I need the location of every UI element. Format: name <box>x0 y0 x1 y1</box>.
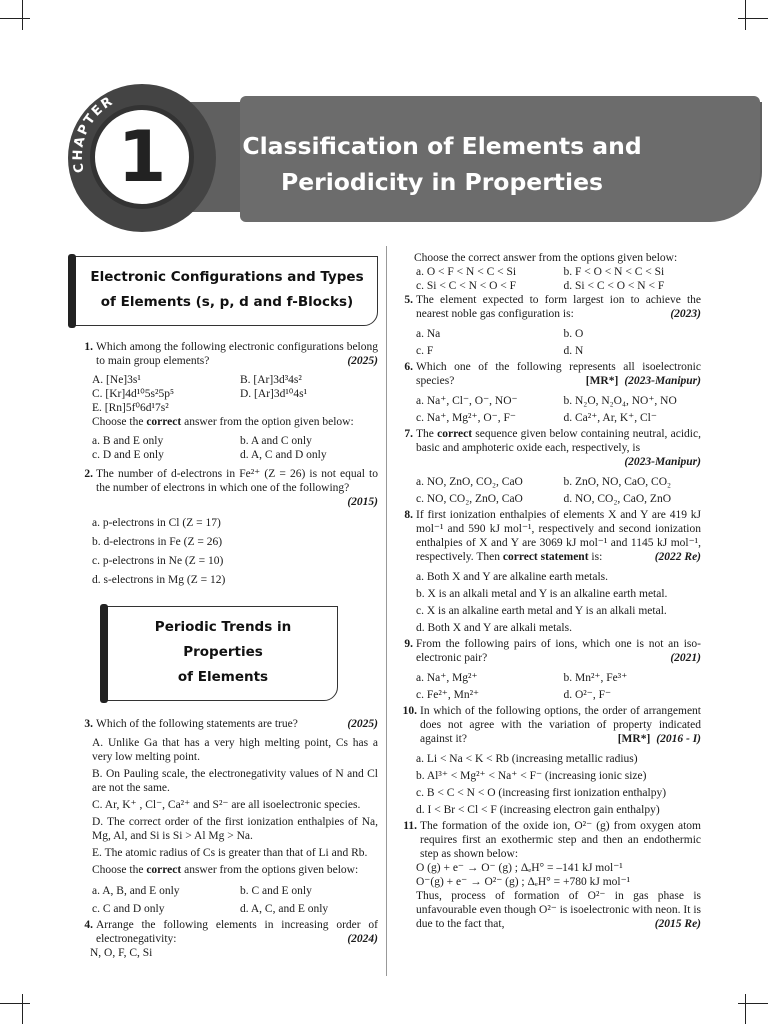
question-text: The number of d-electrons in Fe²⁺ (Z = 26) is not equal to the number of electrons in which one of the following? <box>96 468 378 494</box>
right-column <box>398 251 701 931</box>
question-number: 7. <box>404 428 413 440</box>
chapter-number: 1 <box>117 116 167 198</box>
section-heading-electronic-configurations <box>70 256 378 326</box>
option-d[interactable]: d. O²⁻, F⁻ <box>563 689 612 701</box>
question-number: 5. <box>404 294 413 306</box>
answer-options <box>78 514 378 590</box>
statement-a: A. [Ne]3s¹ <box>92 374 141 386</box>
answer-options <box>398 751 701 819</box>
question-year: (2023-Manipur) <box>624 456 701 468</box>
chapter-title-line1: Classification of Elements and <box>242 132 642 160</box>
option-b[interactable]: b. Mn²⁺, Fe³⁺ <box>563 672 628 684</box>
question-number: 11. <box>403 820 417 832</box>
question-number: 4. <box>84 919 93 931</box>
crop-mark <box>745 0 746 30</box>
question-text: Thus, process of formation of O²⁻ in gas phase is unfavourable even though O²⁻ is isoelectronic with neon. It is due to the fact that, <box>416 890 701 930</box>
option-c[interactable]: c. Fe²⁺, Mn²⁺ <box>416 689 480 701</box>
mr-tag: [MR*] <box>585 375 619 387</box>
question-year: (2023) <box>670 308 701 320</box>
option-a[interactable]: a. A, B, and E only <box>92 885 180 897</box>
crop-mark <box>22 0 23 30</box>
mr-tag: [MR*] <box>617 733 651 745</box>
option-d[interactable]: d. Ca²⁺, Ar, K⁺, Cl⁻ <box>563 412 657 424</box>
statement-list <box>78 373 378 415</box>
option-c[interactable]: c. F <box>416 345 434 357</box>
question-3 <box>78 717 378 918</box>
section-heading-line: of Elements <box>177 669 269 685</box>
question-text: If first ionization enthalpies of elements X and Y are 419 kJ mol⁻¹ and 590 kJ mol⁻¹, respectively and second ionization enthalpies of X and Y are 3069 kJ mol⁻¹ and 1145 kJ mol⁻¹, respectively. Then <box>416 509 701 563</box>
question-9 <box>398 637 701 704</box>
statement-c: C. [Kr]4d¹⁰5s²5p⁵ <box>92 388 174 400</box>
statement-a: A. Unlike Ga that has a very high melting point, Cs has a very low melting point. <box>92 737 378 763</box>
instruction-text: Choose the correct answer from the options given below: <box>414 252 678 264</box>
question-text: Which of the following statements are true? <box>96 718 298 730</box>
question-2 <box>78 467 378 590</box>
option-c[interactable]: c. X is an alkaline earth metal and Y is an alkali metal. <box>416 605 667 617</box>
question-number: 9. <box>404 638 413 650</box>
crop-mark <box>738 18 768 19</box>
answer-options <box>398 326 701 360</box>
column-divider <box>386 246 387 976</box>
question-year: (2022 Re) <box>654 551 701 563</box>
section-heading-periodic-trends <box>102 606 338 701</box>
option-b[interactable]: b. Al³⁺ < Mg²⁺ < Na⁺ < F⁻ (increasing ionic size) <box>416 770 647 782</box>
question-6 <box>398 360 701 427</box>
question-11 <box>398 819 701 931</box>
option-c[interactable]: c. NO, CO₂, ZnO, CaO <box>416 493 523 505</box>
question-year: (2015 Re) <box>654 918 701 930</box>
option-c[interactable]: c. Na⁺, Mg²⁺, O⁻, F⁻ <box>416 412 516 424</box>
statement-e: E. [Rn]5f⁰6d¹7s² <box>92 402 169 414</box>
chapter-title <box>232 128 652 200</box>
question-text: sequence given below containing neutral, acidic, basic and amphoteric oxide each, respectively, is <box>416 428 701 454</box>
option-a[interactable]: a. Na⁺, Mg²⁺ <box>416 672 478 684</box>
question-text: Which among the following electronic configurations belong to main group elements? <box>96 341 378 367</box>
question-4 <box>78 918 378 960</box>
answer-options <box>398 670 701 704</box>
option-d[interactable]: d. A, C, and E only <box>240 903 329 915</box>
chapter-banner <box>62 80 710 230</box>
element-list: N, O, F, C, Si <box>90 947 153 959</box>
option-b[interactable]: b. X is an alkali metal and Y is an alkaline earth metal. <box>416 588 668 600</box>
instruction-text: Choose the <box>92 416 147 428</box>
question-text: The element expected to form largest ion to achieve the nearest noble gas configuration is: <box>416 294 701 320</box>
option-b[interactable]: b. O <box>563 328 584 340</box>
statement-d: D. [Ar]3d¹⁰4s¹ <box>240 388 308 400</box>
instruction-emphasis: correct <box>146 416 182 428</box>
option-b[interactable]: b. ZnO, NO, CaO, CO₂ <box>563 476 672 488</box>
crop-mark <box>22 994 23 1024</box>
question-text: In which of the following options, the order of arrangement does not agree with the variation of property indicated against it? <box>420 705 701 745</box>
question-emphasis: correct statement <box>502 551 589 563</box>
statement-list <box>78 736 378 860</box>
option-b[interactable]: b. A and C only <box>240 435 312 447</box>
option-c[interactable]: c. p-electrons in Ne (Z = 10) <box>92 555 224 567</box>
option-c[interactable]: c. B < C < N < O (increasing first ionization enthalpy) <box>416 787 667 799</box>
option-b[interactable]: b. C and E only <box>240 885 312 897</box>
question-emphasis: correct <box>437 428 473 440</box>
question-year: (2025) <box>347 355 378 367</box>
answer-options <box>78 434 378 462</box>
question-number: 1. <box>84 341 93 353</box>
section-heading-line: Periodic Trends in Properties <box>154 619 292 660</box>
chapter-title-line2: Periodicity in Properties <box>280 168 604 196</box>
option-a[interactable]: a. NO, ZnO, CO₂, CaO <box>416 476 523 488</box>
question-year: (2015) <box>347 496 378 508</box>
question-4-continued <box>398 251 701 293</box>
option-a[interactable]: a. Na <box>416 328 441 340</box>
question-year: (2016 - I) <box>656 733 701 745</box>
option-b[interactable]: b. N₂O, N₂O₄, NO⁺, NO <box>563 395 677 407</box>
instruction-emphasis: correct <box>146 864 182 876</box>
statement-b: B. On Pauling scale, the electronegativity values of N and Cl are not the same. <box>92 768 378 794</box>
question-year: (2025) <box>347 718 378 730</box>
option-d[interactable]: d. s-electrons in Mg (Z = 12) <box>92 574 226 586</box>
question-text: is: <box>588 551 603 563</box>
question-number: 3. <box>84 718 93 730</box>
question-number: 10. <box>402 705 417 717</box>
section-heading-line: Electronic Configurations and Types <box>90 269 364 285</box>
option-a[interactable]: a. p-electrons in Cl (Z = 17) <box>92 517 221 529</box>
question-number: 6. <box>404 361 413 373</box>
answer-options <box>398 393 701 427</box>
statement-c: C. Ar, K⁺ , Cl⁻, Ca²⁺ and S²⁻ are all isoelectronic species. <box>92 799 361 811</box>
crop-mark <box>745 994 746 1024</box>
statement-b: B. [Ar]3d³4s² <box>240 374 302 386</box>
question-10 <box>398 704 701 819</box>
answer-options <box>398 474 701 508</box>
instruction-text: Choose the <box>92 864 147 876</box>
question-5 <box>398 293 701 360</box>
option-b[interactable]: b. F < O < N < C < Si <box>563 266 665 278</box>
option-c[interactable]: c. D and E only <box>92 449 164 461</box>
question-text: From the following pairs of ions, which one is not an iso-electronic pair? <box>416 638 701 664</box>
option-a[interactable]: a. O < F < N < C < Si <box>416 266 517 278</box>
option-c[interactable]: c. C and D only <box>92 903 165 915</box>
answer-options <box>398 569 701 637</box>
crop-mark <box>738 1003 768 1004</box>
question-7 <box>398 427 701 508</box>
section-heading-line: of Elements (s, p, d and f-Blocks) <box>100 294 354 310</box>
option-d[interactable]: d. Si < C < O < N < F <box>563 280 665 292</box>
left-column <box>78 246 378 960</box>
option-a[interactable]: a. Both X and Y are alkaline earth metals. <box>416 571 609 583</box>
equation-1: O (g) + e⁻ → O⁻ (g) ; ΔₑH° = –141 kJ mol⁻¹ <box>416 862 623 874</box>
question-year: (2024) <box>347 933 378 945</box>
question-text: The formation of the oxide ion, O²⁻ (g) from oxygen atom requires first an exothermic step and then an endothermic step as shown below: <box>420 820 701 860</box>
option-a[interactable]: a. B and E only <box>92 435 164 447</box>
question-8 <box>398 508 701 637</box>
answer-options <box>398 265 701 293</box>
equation-block <box>398 861 701 931</box>
statement-d: D. The correct order of the first ionization enthalpies of Na, Mg, Al, and Si is Si > Al Mg > Na. <box>92 816 378 842</box>
option-a[interactable]: a. Li < Na < K < Rb (increasing metallic radius) <box>416 753 638 765</box>
option-b[interactable]: b. d-electrons in Fe (Z = 26) <box>92 536 223 548</box>
instruction-text: answer from the options given below: <box>181 864 359 876</box>
question-year: (2023-Manipur) <box>624 375 701 387</box>
option-a[interactable]: a. Na⁺, Cl⁻, O⁻, NO⁻ <box>416 395 518 407</box>
option-d[interactable]: d. N <box>563 345 584 357</box>
option-d[interactable]: d. NO, CO₂, CaO, ZnO <box>563 493 672 505</box>
chapter-label: CHAPTER <box>70 93 117 174</box>
option-d[interactable]: d. Both X and Y are alkali metals. <box>416 622 572 634</box>
crop-mark <box>0 18 30 19</box>
instruction-text: answer from the option given below: <box>181 416 354 428</box>
question-number: 2. <box>84 468 93 480</box>
crop-mark <box>0 1003 30 1004</box>
option-d[interactable]: d. A, C and D only <box>240 449 327 461</box>
equation-2: O⁻(g) + e⁻ → O²⁻ (g) ; ΔₑH° = +780 kJ mol⁻¹ <box>416 876 631 888</box>
question-text: Arrange the following elements in increasing order of electronegativity: <box>96 919 378 945</box>
question-year: (2021) <box>670 652 701 664</box>
statement-e: E. The atomic radius of Cs is greater than that of Li and Rb. <box>92 847 368 859</box>
option-c[interactable]: c. Si < C < N < O < F <box>416 280 517 292</box>
answer-options <box>78 882 378 918</box>
question-text: Which one of the following represents all isoelectronic species? <box>416 361 701 387</box>
option-d[interactable]: d. I < Br < Cl < F (increasing electron gain enthalpy) <box>416 804 660 816</box>
question-text: The <box>416 428 438 440</box>
question-number: 8. <box>404 509 413 521</box>
question-1 <box>78 340 378 462</box>
